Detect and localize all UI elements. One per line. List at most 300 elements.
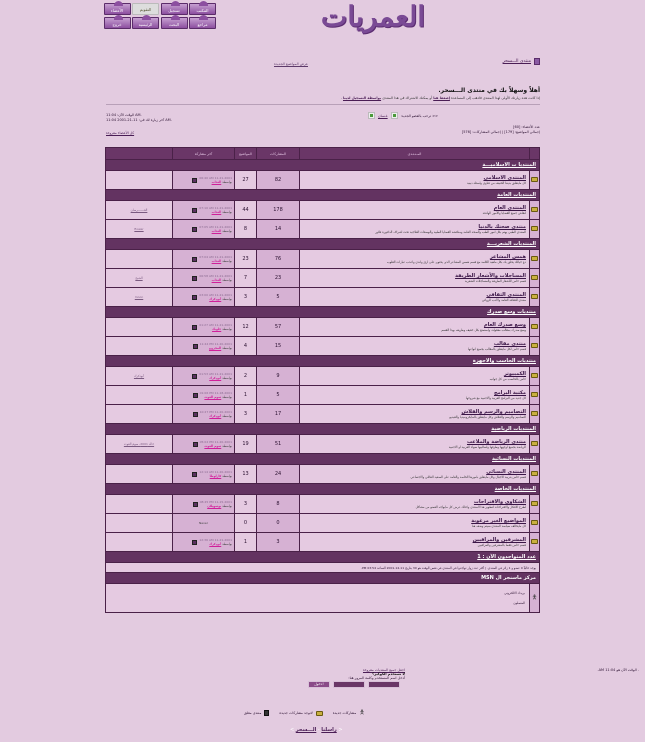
msn-content [106, 584, 530, 613]
time-info [106, 113, 172, 123]
forum-description: الرياضة بجميع اوجهها وطرقها واساليبها سواء العربية او الاجنبية [448, 445, 526, 449]
go-to-post-icon[interactable] [193, 344, 198, 349]
topics-count: 8 [235, 220, 257, 239]
moderator-cell [106, 465, 173, 484]
mark-all-read-link[interactable]: اجعل جميع المنتديات مقروءة [362, 668, 405, 672]
moderator-cell [106, 201, 173, 220]
moderator-cell [106, 318, 173, 337]
posts-count: 178 [257, 201, 300, 220]
legend-no-new-posts [279, 711, 322, 716]
last-post-user-link[interactable]: العذاب [211, 210, 222, 214]
forum-cell [300, 269, 530, 288]
forum-description: خاص بالحاسب من كل جوانبه [489, 377, 526, 381]
forum-status-cell [530, 495, 540, 514]
forum-link[interactable]: الكمبيوتر [503, 371, 526, 377]
forum-description: كل جديد من البرامج العربية والاجنبية مع شروحها [465, 396, 526, 400]
last-post-cell [173, 435, 235, 454]
go-to-post-icon[interactable] [193, 442, 198, 447]
last-post-cell [173, 386, 235, 405]
last-post-date: 01:06 PM 11-18-2001 [199, 391, 232, 395]
last-visit: آخر زيارة لك في: 11-21-2001 11:04 AM. [106, 118, 172, 122]
go-to-post-icon[interactable] [192, 374, 197, 379]
moderator-cell [106, 435, 173, 454]
icon-legend [244, 708, 365, 718]
online-title-link[interactable]: عدد المتواجدون الآن : 1 [477, 554, 536, 560]
new-member-info [368, 112, 438, 119]
forum-cell [300, 250, 530, 269]
forum-row [106, 386, 540, 405]
folder-icon [531, 324, 538, 329]
forum-description: منتدى للثقافة العامة والأدب الروائي [482, 298, 526, 302]
posts-count: 57 [257, 318, 300, 337]
moderator-link[interactable]: moon [134, 295, 144, 299]
category-link[interactable]: المنتديات العامة [497, 192, 536, 198]
forum-description: لنقاش جميع القضايا والأمور الهادفة [482, 211, 526, 215]
moderator-cell [106, 250, 173, 269]
moderator-cell [106, 386, 173, 405]
last-post-user-link[interactable]: أبودكرك [209, 542, 222, 546]
password-input[interactable] [333, 681, 365, 688]
forum-status-cell [530, 318, 540, 337]
member-image-icon [368, 112, 375, 119]
login-box [308, 668, 405, 688]
last-post-date: 01:53 AM 11-21-2001 [199, 372, 232, 376]
folder-icon [531, 501, 538, 506]
last-post-user-link[interactable]: العذاب [211, 259, 222, 263]
nav-button[interactable]: التقويم [132, 3, 159, 15]
header-forum: المـنـتـدى [300, 148, 530, 160]
category-link[interactable]: المنتديات الخاصة [494, 486, 536, 492]
nav-button[interactable]: المكتب [189, 3, 216, 15]
forum-link[interactable]: المواضيع الغير مرغوبة [471, 518, 526, 524]
forum-status-cell [530, 405, 540, 424]
last-post-date: 07:05 AM 11-21-2001 [199, 225, 232, 229]
forum-description: المنتدى الطبي يهتم بكل امور الطب والصحة العامة ومناقشة القضايا الطبية والوصفات العلاجية تحت اشراف الدكتوره فلاور [375, 230, 526, 234]
topics-count: 44 [235, 201, 257, 220]
msn-email-label: بريدك الالكتروني [504, 591, 525, 595]
forum-link[interactable]: المنتدى النسائي [486, 469, 526, 475]
folder-icon [531, 441, 538, 446]
forum-status-cell [530, 435, 540, 454]
forum-cell [300, 318, 530, 337]
forum-status-cell [530, 269, 540, 288]
legend-label: لاتوجد مشاركات جديدة [279, 711, 313, 715]
divider [106, 104, 540, 105]
category-link[interactable]: المنتديات الشعريـــة [486, 241, 536, 247]
forum-cell [300, 533, 530, 552]
forum-description: لطرح الافكار والاقتراحات لتطوير هذا المنتدى وكذلك عرض كل مايواجه العضو من مشاكل [415, 505, 526, 509]
topics-count: 19 [235, 435, 257, 454]
forum-description: كل مايتعلق بديننا الحنيف من فتاوى واسئلة دينية [467, 181, 526, 185]
forum-row [106, 495, 540, 514]
legend-label: مشاركات جديدة [332, 711, 357, 715]
posts-count: 0 [257, 514, 300, 533]
last-post-cell [173, 318, 235, 337]
go-to-post-icon[interactable] [192, 276, 197, 281]
forum-link[interactable]: المنتدى العام [493, 205, 526, 211]
folder-icon [531, 275, 538, 280]
forum-link[interactable]: المنتدى الثقافي [486, 292, 526, 298]
forum-home-link[interactable]: الـــسحر [295, 727, 317, 733]
last-post-user-link[interactable]: جلوبك [212, 327, 222, 331]
forum-icon [534, 58, 540, 65]
last-post-cell [173, 250, 235, 269]
login-button[interactable]: دخول! [308, 681, 330, 688]
last-post-cell [173, 367, 235, 386]
forum-status-cell [530, 386, 540, 405]
posts-count: 82 [257, 171, 300, 190]
forum-status-cell [530, 288, 540, 307]
forum-link[interactable]: المنتدى الاسلامي [483, 175, 526, 181]
msn-online-label: المتصلون [513, 601, 525, 605]
last-post-date: 06:58 AM 11-21-2001 [199, 274, 232, 278]
time-footer: . الوقت الآن هو 11:04 AM. [597, 668, 639, 672]
last-post-by: بواسطة كارلوطا [209, 474, 232, 478]
last-post-by: بواسطة أبودكرك [209, 414, 232, 418]
topics-count: 0 [235, 514, 257, 533]
never-label: Never [199, 521, 208, 525]
moderator-link[interactable]: خالد 2001، سوم العوت [123, 442, 155, 446]
last-post-cell [173, 495, 235, 514]
folder-icon [531, 177, 538, 182]
forum-status-cell [530, 465, 540, 484]
go-to-post-icon[interactable] [192, 472, 197, 477]
posts-count: 5 [257, 288, 300, 307]
forum-row [106, 533, 540, 552]
moderator-cell [106, 405, 173, 424]
msn-title: مركز ماسنجر ال MSN [106, 573, 540, 584]
forum-cell [300, 514, 530, 533]
nav-button[interactable]: الأعضاء [104, 3, 131, 15]
welcome-text-part: أو يمكنك الاشتراك في هذا المنتدى [381, 96, 434, 100]
category-link[interactable]: المنتديات الرياضية [491, 426, 536, 432]
last-post-by: بواسطة جلوبك [212, 327, 232, 331]
last-post-user-link[interactable]: العذاب [211, 278, 222, 282]
forum-status-cell [530, 201, 540, 220]
folder-icon [531, 411, 538, 416]
last-post-cell [173, 171, 235, 190]
topics-count: 1 [235, 533, 257, 552]
mark-read-link[interactable]: كل الأعضاء مقروءة [106, 131, 135, 135]
forum-description: التصاميم والرسم والفلاش وكل مايتعلق بالمايكروميديا والفيديو [449, 415, 526, 419]
category-link[interactable]: منتديات الحاسب والاجهزة [472, 358, 536, 364]
forum-cell [300, 495, 530, 514]
forum-table [105, 147, 540, 613]
forum-row [106, 514, 540, 533]
folder-icon [531, 471, 538, 476]
last-post-cell [173, 514, 235, 533]
legend-closed [244, 710, 269, 716]
last-post-user-link[interactable]: أبودكرك [209, 376, 222, 380]
topics-count: 23 [235, 250, 257, 269]
forum-link[interactable]: منتدى صحتك بالدنيا [478, 224, 526, 230]
last-post-date: 12:14 AM 11-20-2001 [199, 470, 232, 474]
contact-link[interactable]: راسلنا [321, 727, 337, 733]
moderator-cell [106, 171, 173, 190]
last-post-cell [173, 269, 235, 288]
last-post-date: 07:10 AM 11-21-2001 [199, 206, 232, 210]
forum-row [106, 367, 540, 386]
forum-link[interactable]: التصاميم والرسم والفلاش [461, 409, 526, 415]
last-post-user-link[interactable]: المجروح [208, 346, 222, 350]
forum-cell [300, 220, 530, 239]
forum-cell [300, 435, 530, 454]
header-posts: المشاركات [257, 148, 300, 160]
forum-description: كل مايخالف سياسة المنتدى سيتم وضعه هنا [471, 524, 526, 528]
forum-description: قسم خاص لكل مايتعلق بالمقالب بجميع انواعها [467, 347, 526, 351]
table-header [106, 148, 540, 160]
breadcrumb-forum-link[interactable]: منتدى الـــسحر [502, 59, 531, 64]
forum-status-cell [530, 337, 540, 356]
forum-link[interactable]: مكتبة البرامج [493, 390, 526, 396]
moderator-cell [106, 288, 173, 307]
category-row [106, 239, 540, 250]
posts-count: 17 [257, 405, 300, 424]
no-cookies-label: لا تستخدم الكوكيز؟ [372, 672, 405, 676]
last-post-date: 08:45 PM 11-15-2001 [199, 500, 232, 504]
last-post-by: بواسطة العذاب [211, 210, 232, 214]
online-text: يوجد حالياً 0 عضو و 1 زائر في المنتدى. | أكثر عدد زوار تواجدوا في المنتدى في نفس الوقت هو 30 بتاريخ 11-14-2001 الساعة 03:54 PM. [106, 563, 540, 573]
last-post-cell [173, 201, 235, 220]
go-to-post-icon[interactable] [193, 412, 198, 417]
moderator-link[interactable]: flower [134, 227, 144, 231]
category-row [106, 190, 540, 201]
category-row [106, 424, 540, 435]
forum-link[interactable]: منتدى الرياضة والملاعب [466, 439, 526, 445]
topics-count: 27 [235, 171, 257, 190]
forum-status-cell [530, 250, 540, 269]
last-post-cell [173, 288, 235, 307]
forum-cell [300, 171, 530, 190]
moderator-cell [106, 533, 173, 552]
category-row [106, 484, 540, 495]
posts-count: 76 [257, 250, 300, 269]
last-post-by: بواسطة أبودكرك [209, 542, 232, 546]
forum-description: قسم خاص بتربية الاجيال وكل مايتعلق بامورها الخاصة والعامة على الصعيد العائلي والاجتماعي [410, 475, 526, 479]
last-post-by: بواسطة سوم العوت [204, 395, 232, 399]
go-to-post-icon[interactable] [192, 295, 197, 300]
moderator-cell [106, 220, 173, 239]
header-topics: المواضيع [235, 148, 257, 160]
folder-icon [531, 343, 538, 348]
totals: إجمالي المواضيع: [179] | إجمالي المشاركات: [576] [461, 130, 540, 134]
time-now: الوقت الآن: 11:04 AM. [106, 113, 142, 117]
forum-status-cell [530, 220, 540, 239]
last-post-date: 07:04 AM 11-21-2001 [199, 255, 232, 259]
folder-icon [531, 539, 538, 544]
forum-row [106, 201, 540, 220]
folder-icon [531, 207, 538, 212]
topics-count: 12 [235, 318, 257, 337]
last-post-user-link[interactable]: سوم العوت [204, 395, 222, 399]
forum-row [106, 435, 540, 454]
last-post-by: بواسطة أبودكرك [209, 376, 232, 380]
forum-link[interactable]: منتدى مقالب [493, 341, 526, 347]
category-link[interactable]: المنتديا ت الاسلاميـــة [482, 162, 536, 168]
last-post-cell [173, 465, 235, 484]
forum-status-cell [530, 514, 540, 533]
posts-count: 24 [257, 465, 300, 484]
last-post-date: 11:44 PM 11-20-2001 [199, 342, 232, 346]
nav-button[interactable]: مراجع [189, 17, 216, 29]
msn-row [106, 584, 540, 613]
forum-cell [300, 337, 530, 356]
moderator-link[interactable]: الفـــــــرسان [130, 208, 148, 212]
forum-link[interactable]: وسع صدرك العام [483, 322, 526, 328]
member-image-icon [391, 112, 398, 119]
topics-count: 2 [235, 367, 257, 386]
go-to-post-icon[interactable] [192, 208, 197, 213]
go-to-post-icon[interactable] [192, 257, 197, 262]
category-row [106, 454, 540, 465]
new-posts-link[interactable]: عرض المواضيع الجديدة [274, 62, 308, 66]
welcome-title: أهلاً وسهلاً بك في منتدى الـــسحر. [438, 87, 540, 94]
moderator-link[interactable]: أبودكرك [133, 374, 145, 378]
last-post-user-link[interactable]: العذاب [211, 180, 222, 184]
go-to-post-icon[interactable] [192, 227, 197, 232]
topics-count: 1 [235, 386, 257, 405]
last-post-by: بواسطة العذاب [211, 278, 232, 282]
nav-button[interactable]: خروج [104, 17, 131, 29]
folder-icon [531, 520, 538, 525]
footer-sep: - [316, 727, 322, 733]
forum-description: قسم خاص للأشعار الطريفة والمساجلات الشعرية [464, 279, 526, 283]
last-post-user-link[interactable]: العذاب [211, 229, 222, 233]
login-instructions: أدخل اسم المستخدم وكلمة المرور هنا: [348, 676, 405, 680]
forum-row [106, 318, 540, 337]
forum-status-cell [530, 533, 540, 552]
posts-count: 14 [257, 220, 300, 239]
last-post-date: 03:00 AM 11-21-2001 [199, 293, 232, 297]
last-post-date: 05:02 PM 11-20-2001 [199, 440, 232, 444]
posts-count: 23 [257, 269, 300, 288]
last-post-date: 01:27 AM 11-21-2001 [199, 323, 232, 327]
topics-count: 7 [235, 269, 257, 288]
footer-links [290, 727, 343, 733]
moderator-link[interactable]: الشبح [135, 276, 143, 280]
welcome-text-part: . [340, 96, 343, 100]
header-last-post: آخر مشاركة [173, 148, 235, 160]
folder-icon [531, 256, 538, 261]
nav-button[interactable]: الرئيسية [132, 17, 159, 29]
forum-status-cell [530, 171, 540, 190]
moderator-cell [106, 514, 173, 533]
members-count: عدد الأعضاء: [60] [513, 125, 540, 129]
posts-count: 8 [257, 495, 300, 514]
folder-icon [316, 711, 323, 716]
online-header [106, 552, 540, 563]
forum-description: دع خيالك يحلق بك بكل ماهية الكلمة مع قسم همس المشاعر الذي يحتوي على ارق واندى واعذب عبارات القلوب [386, 260, 526, 264]
forum-row [106, 465, 540, 484]
last-post-by: بواسطة سوم العوت [204, 444, 232, 448]
forum-link[interactable]: همس المشاعر [489, 254, 526, 260]
legend-new-posts [333, 708, 365, 718]
folder-icon [531, 392, 538, 397]
help-link[interactable]: إضغط هنا [433, 96, 450, 100]
category-row [106, 307, 540, 318]
forum-link[interactable]: المشرفين والمراقبين [472, 537, 526, 543]
posts-count: 51 [257, 435, 300, 454]
new-posts-icon: 🯅 [359, 709, 365, 716]
go-to-post-icon[interactable] [193, 393, 198, 398]
header-icon [530, 148, 540, 160]
forum-row [106, 171, 540, 190]
forum-cell [300, 386, 530, 405]
topics-count: 3 [235, 495, 257, 514]
posts-count: 3 [257, 533, 300, 552]
msn-icon-cell [530, 584, 540, 613]
posts-count: 5 [257, 386, 300, 405]
folder-icon [531, 294, 538, 299]
nav-button[interactable]: تسجيل [161, 3, 188, 15]
last-post-user-link[interactable]: سوم العوت [204, 444, 222, 448]
last-post-cell [173, 220, 235, 239]
login-inputs [308, 681, 405, 688]
last-post-user-link[interactable]: كارلوطا [209, 474, 222, 478]
forum-description: قسم خاص فقط بالمشرفين والمراقبين [477, 543, 526, 547]
legend-label: منتدى مغلق [244, 711, 262, 715]
online-row [106, 563, 540, 573]
go-to-post-icon[interactable] [193, 502, 198, 507]
topics-count: 13 [235, 465, 257, 484]
last-post-cell [173, 533, 235, 552]
last-post-user-link[interactable]: بوسهيلان [207, 504, 222, 508]
go-to-post-icon[interactable] [192, 540, 197, 545]
last-post-user-link[interactable]: أبودكرك [209, 414, 222, 418]
last-post-cell [173, 405, 235, 424]
welcome-text [341, 96, 540, 100]
forum-cell [300, 465, 530, 484]
last-post-date: 10:27 PM 11-20-2001 [199, 410, 232, 414]
last-post-by: بواسطة العذاب [211, 180, 232, 184]
category-link[interactable]: المنتديات النسائية [492, 456, 536, 462]
forum-link[interactable]: الشكاوى والاقتراحات [473, 499, 526, 505]
last-post-by: بواسطة بوسهيلان [207, 504, 232, 508]
welcome-text-part: إذا كانت هذه زيارتك الأولى لهذا المنتدى فاذهب إلى المساعدة [449, 96, 540, 100]
last-post-cell [173, 337, 235, 356]
forum-row [106, 337, 540, 356]
new-member-link[interactable]: غـسان [378, 113, 388, 118]
forum-stats [462, 125, 540, 135]
forum-description: وسع صدرك بمقالب معقولة، واستمتع بكل خفيف وظريف بهذا القسم [441, 328, 526, 332]
moderator-cell [106, 367, 173, 386]
last-post-by: بواسطة العذاب [211, 259, 232, 263]
forum-cell [300, 288, 530, 307]
moderator-cell [106, 495, 173, 514]
site-logo: العمريات [320, 0, 426, 33]
nav-button[interactable]: البحث [161, 17, 188, 29]
footer-bracket: < [336, 727, 343, 733]
go-to-post-icon[interactable] [192, 325, 197, 330]
register-link[interactable]: بواسطة التسجيل لدينا [342, 96, 382, 100]
last-post-user-link[interactable]: أبودكرك [209, 297, 222, 301]
forum-cell [300, 405, 530, 424]
posts-count: 9 [257, 367, 300, 386]
username-input[interactable] [368, 681, 400, 688]
welcome-box [341, 87, 540, 100]
posts-count: 15 [257, 337, 300, 356]
go-to-post-icon[interactable] [192, 178, 197, 183]
category-link[interactable]: منتديات وسع صدرك [487, 309, 536, 315]
topics-count: 3 [235, 288, 257, 307]
folder-icon [531, 226, 538, 231]
folder-icon [531, 373, 538, 378]
topics-count: 4 [235, 337, 257, 356]
moderator-cell [106, 269, 173, 288]
forum-link[interactable]: المساجلات والأشعار الطريفة [455, 273, 526, 279]
last-post-by: بواسطة المجروح [208, 346, 232, 350]
moderator-cell [106, 337, 173, 356]
